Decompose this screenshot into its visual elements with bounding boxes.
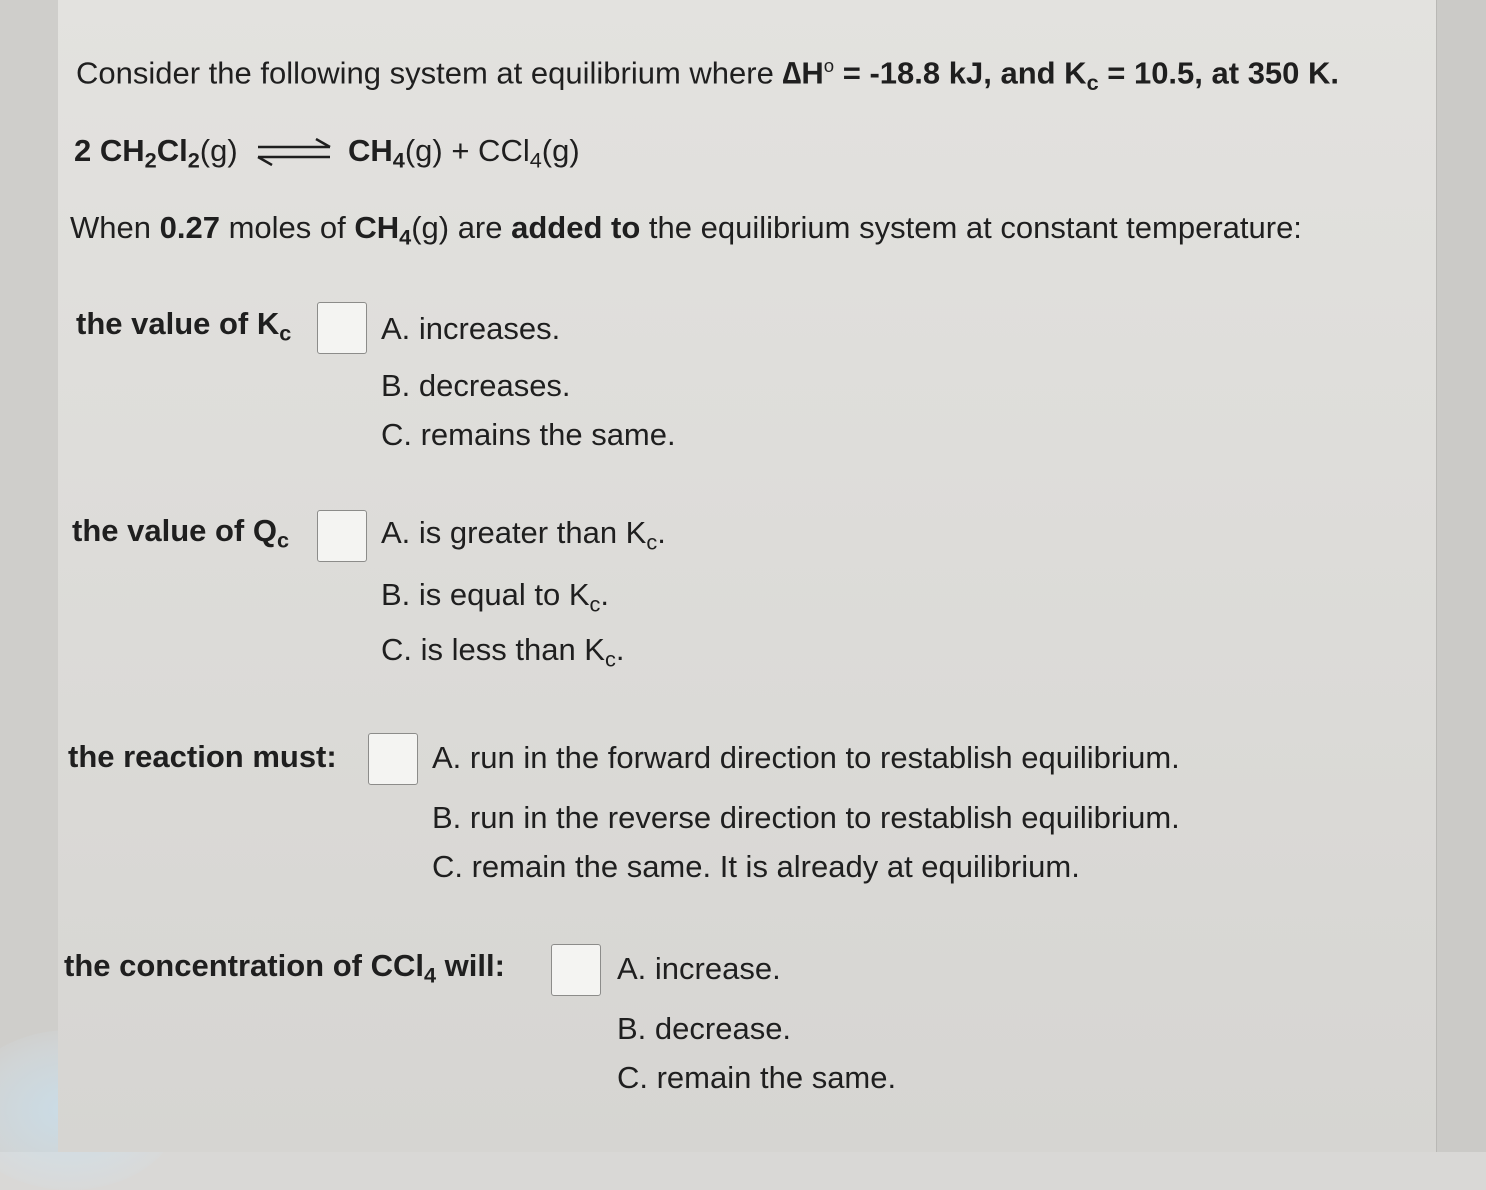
qc-option-a-sub: c	[646, 529, 658, 555]
condition-when: When	[70, 210, 160, 245]
question-panel	[58, 0, 1436, 1152]
reactant-sub-cl: 2	[187, 147, 200, 173]
left-margin	[0, 0, 59, 1152]
ccl4-option-c[interactable]: C. remain the same.	[617, 1060, 897, 1095]
ccl4-question-label	[64, 948, 505, 988]
qc-question-label	[72, 513, 290, 553]
ccl4-label-sub: 4	[423, 962, 437, 988]
direction-option-a[interactable]: A. run in the forward direction to restablish equilibrium.	[432, 740, 1180, 775]
intro-text	[76, 48, 1340, 95]
qc-option-b-end: .	[600, 577, 609, 612]
degree-mark: o	[823, 55, 835, 76]
qc-label-sub: c	[276, 527, 290, 553]
enthalpy-symbol: H	[801, 55, 824, 91]
reaction-products	[348, 133, 580, 173]
condition-species-sub: 4	[399, 224, 412, 250]
kc-label-sub: c	[279, 320, 292, 346]
kc-option-a[interactable]: A. increases.	[381, 311, 561, 346]
direction-answer-box[interactable]	[368, 733, 418, 785]
kc-question-label	[76, 306, 292, 346]
ccl4-label-text: the concentration of CCl	[64, 948, 424, 983]
qc-label-text: the value of Q	[72, 513, 277, 548]
qc-answer-box[interactable]	[317, 510, 367, 562]
qc-option-c-end: .	[615, 632, 625, 667]
qc-option-a[interactable]	[381, 515, 666, 555]
equilibrium-arrow-icon	[256, 138, 334, 166]
right-margin	[1436, 0, 1486, 1152]
enthalpy-value: = -18.8 kJ, and K	[834, 55, 1087, 91]
ccl4-option-b[interactable]: B. decrease.	[617, 1011, 792, 1046]
reaction-equation	[74, 133, 238, 173]
condition-amount: 0.27	[159, 210, 220, 245]
kc-label-text: the value of K	[76, 306, 280, 341]
ccl4-answer-box[interactable]	[551, 944, 601, 996]
kc-option-b[interactable]: B. decreases.	[381, 368, 571, 403]
direction-option-b[interactable]: B. run in the reverse direction to restablish equilibrium.	[432, 800, 1180, 835]
condition-species: CH	[354, 210, 400, 245]
qc-option-a-end: .	[657, 515, 666, 550]
direction-option-c[interactable]: C. remain the same. It is already at equilibrium.	[432, 849, 1080, 884]
product-ch4: CH	[348, 133, 393, 168]
condition-moles: moles of	[219, 210, 355, 245]
delta-symbol: ∆	[782, 55, 802, 91]
condition-tail: the equilibrium system at constant temperature:	[640, 210, 1302, 245]
kc-value: = 10.5, at 350 K.	[1098, 55, 1340, 91]
kc-subscript: c	[1086, 69, 1099, 95]
qc-option-c-sub: c	[604, 646, 616, 672]
reactant-sub-h: 2	[144, 147, 157, 173]
condition-state: (g) are	[411, 210, 512, 245]
reactant-state: (g)	[199, 133, 238, 168]
kc-option-c[interactable]: C. remains the same.	[381, 417, 676, 452]
qc-option-c[interactable]	[381, 632, 625, 672]
qc-option-a-text: A. is greater than K	[381, 515, 647, 550]
qc-option-b-text: B. is equal to K	[381, 577, 590, 612]
condition-action: added to	[511, 210, 641, 245]
product-sub-4b: 4	[529, 147, 542, 173]
product-sub-4: 4	[392, 147, 405, 173]
direction-question-label: the reaction must:	[68, 739, 337, 774]
ccl4-option-a[interactable]: A. increase.	[617, 951, 781, 986]
product-state: (g)	[541, 133, 580, 168]
ccl4-label-end: will:	[436, 948, 505, 983]
qc-option-b-sub: c	[589, 591, 601, 617]
kc-answer-box[interactable]	[317, 302, 367, 354]
reactant-coef: 2 CH	[74, 133, 145, 168]
qc-option-c-text: C. is less than K	[381, 632, 605, 667]
qc-option-b[interactable]	[381, 577, 609, 617]
product-plus-ccl: (g) + CCl	[404, 133, 530, 168]
reactant-cl: Cl	[156, 133, 188, 168]
intro-prefix: Consider the following system at equilibrium where	[76, 55, 783, 91]
condition-text	[70, 210, 1302, 250]
